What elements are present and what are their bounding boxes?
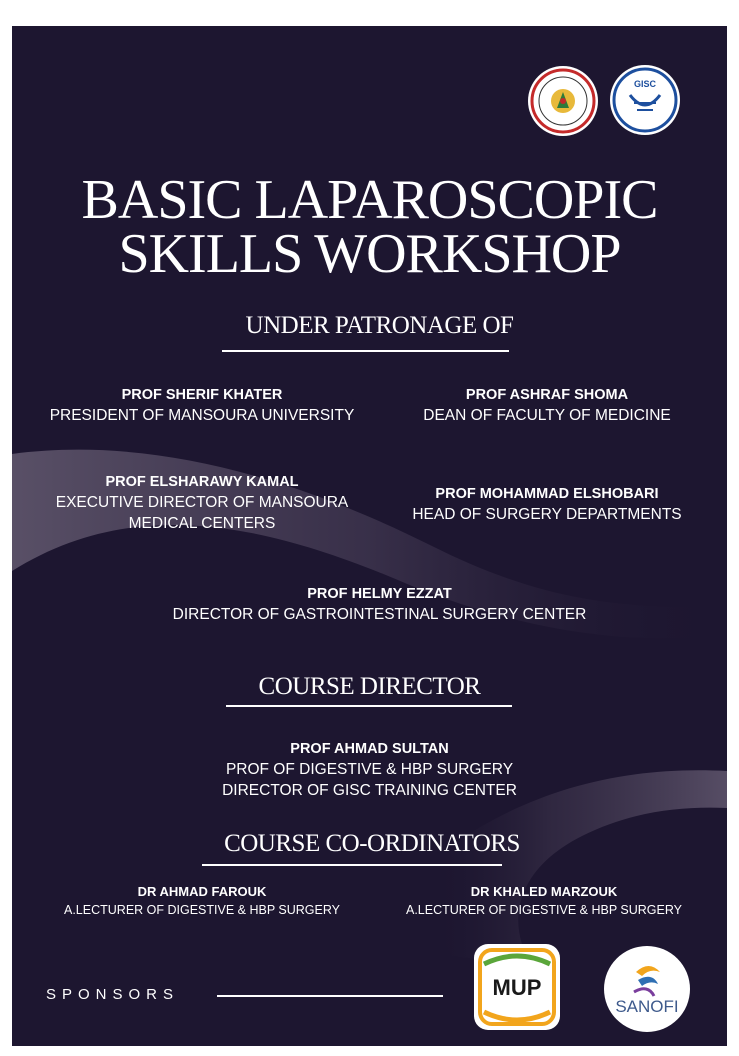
coordinator-1 bbox=[42, 883, 362, 919]
patron-name: PROF SHERIF KHATER bbox=[121, 387, 283, 403]
director-rule bbox=[226, 705, 512, 707]
director-role: PROF OF DIGESTIVE & HBP SURGERY bbox=[225, 761, 514, 778]
patron-role: DEAN OF FACULTY OF MEDICINE bbox=[423, 407, 671, 424]
patron-1 bbox=[32, 386, 372, 426]
patron-role: HEAD OF SURGERY DEPARTMENTS bbox=[412, 506, 682, 523]
sanofi-logo-text: SANOFI bbox=[615, 997, 679, 1016]
patron-role: EXECUTIVE DIRECTOR OF MANSOURA bbox=[55, 494, 349, 511]
sponsors-label: SPONSORS bbox=[46, 986, 180, 1003]
patronage-heading: UNDER PATRONAGE OF bbox=[245, 312, 514, 339]
coordinator-2 bbox=[384, 883, 704, 919]
patron-name: PROF MOHAMMAD ELSHOBARI bbox=[435, 486, 659, 502]
mup-logo-text: MUP bbox=[492, 975, 542, 1000]
coordinator-role: A.LECTURER OF DIGESTIVE & HBP SURGERY bbox=[406, 903, 682, 917]
coordinator-role: A.LECTURER OF DIGESTIVE & HBP SURGERY bbox=[64, 903, 340, 917]
patron-2 bbox=[402, 386, 692, 426]
director bbox=[12, 740, 727, 801]
sponsors-rule bbox=[217, 995, 443, 997]
patron-name: PROF ELSHARAWY KAMAL bbox=[105, 474, 299, 490]
gisc-icon bbox=[610, 65, 680, 135]
patron-role: MEDICAL CENTERS bbox=[128, 515, 276, 532]
director-name: PROF AHMAD SULTAN bbox=[290, 741, 449, 757]
coordinators-heading: COURSE CO-ORDINATORS bbox=[224, 830, 520, 857]
director-role: DIRECTOR OF GISC TRAINING CENTER bbox=[222, 782, 517, 799]
title-line-2: SKILLS WORKSHOP bbox=[118, 223, 621, 285]
gisc-logo-text: GISC bbox=[633, 79, 657, 89]
director-heading: COURSE DIRECTOR bbox=[258, 673, 481, 700]
patron-5 bbox=[12, 585, 727, 625]
patron-3 bbox=[32, 473, 372, 534]
gisc-logo bbox=[610, 65, 680, 135]
mup-icon bbox=[474, 944, 560, 1030]
coordinator-name: DR KHALED MARZOUK bbox=[470, 884, 618, 899]
sanofi-icon bbox=[604, 946, 690, 1032]
mansoura-university-seal bbox=[528, 66, 598, 136]
mup-logo bbox=[474, 944, 560, 1030]
patronage-rule bbox=[222, 350, 509, 352]
seal-icon bbox=[528, 66, 598, 136]
poster bbox=[12, 26, 727, 1046]
patron-name: PROF HELMY EZZAT bbox=[307, 586, 452, 602]
patron-name: PROF ASHRAF SHOMA bbox=[465, 387, 629, 403]
title-line-1: BASIC LAPAROSCOPIC bbox=[81, 169, 658, 231]
coordinator-name: DR AHMAD FAROUK bbox=[137, 884, 267, 899]
coordinators-rule bbox=[202, 864, 502, 866]
patron-role: DIRECTOR OF GASTROINTESTINAL SURGERY CENTER bbox=[172, 606, 587, 623]
patron-4 bbox=[402, 485, 692, 525]
patron-role: PRESIDENT OF MANSOURA UNIVERSITY bbox=[49, 407, 355, 424]
sanofi-logo bbox=[604, 946, 690, 1032]
